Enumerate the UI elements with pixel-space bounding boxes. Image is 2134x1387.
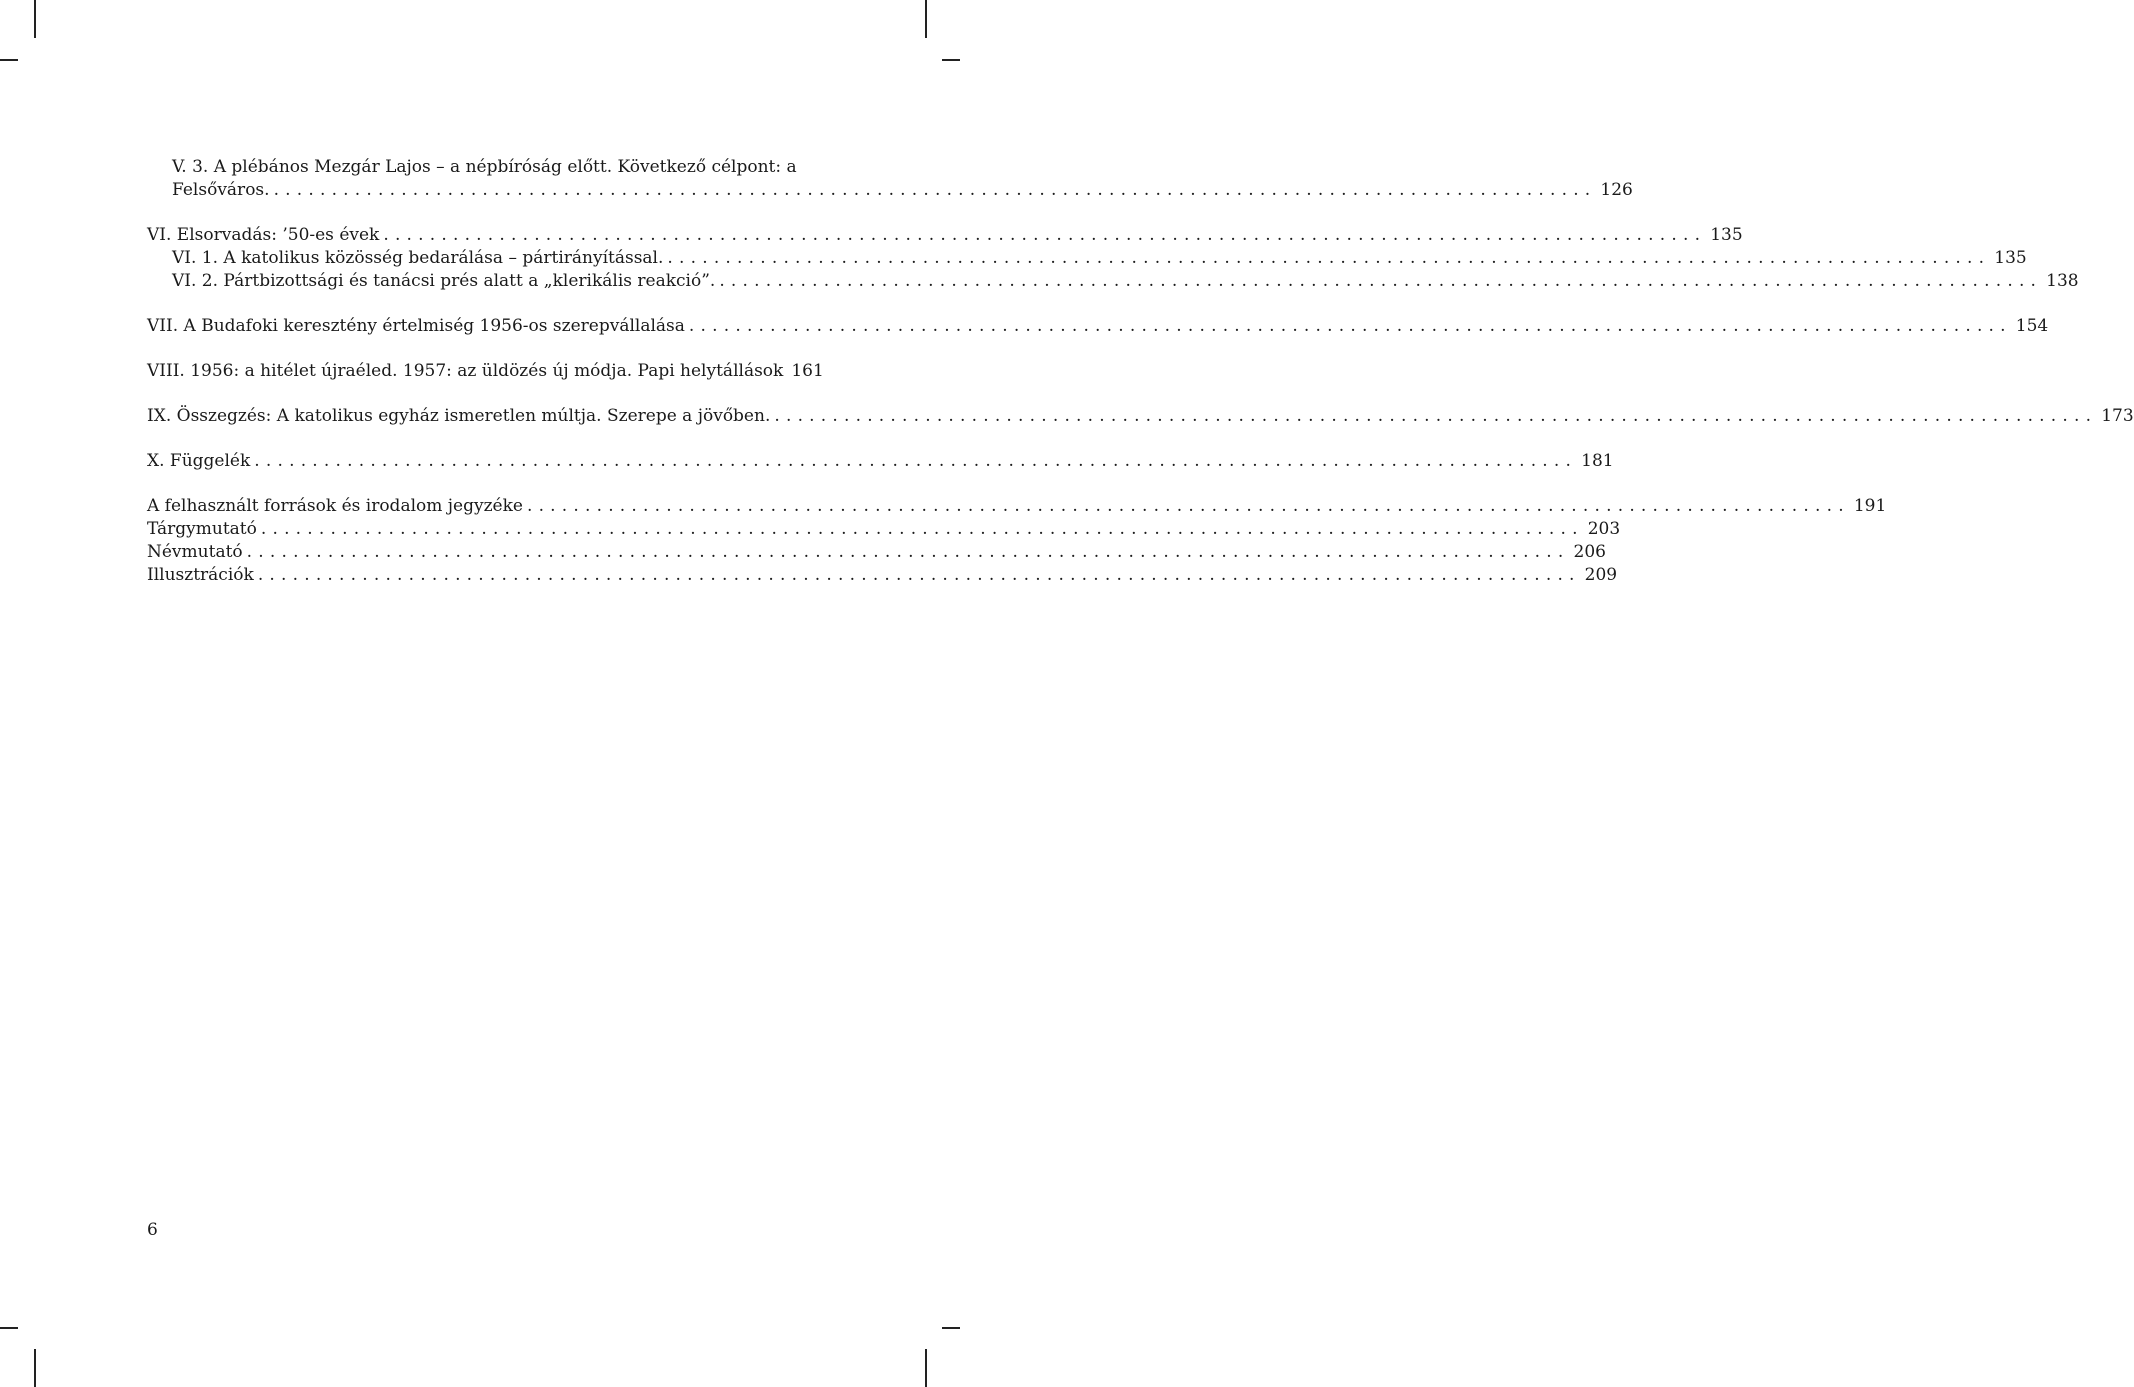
- leader-dots: ..................................................................................................................: [688, 316, 2012, 336]
- crop-mark-top-left: [34, 0, 36, 38]
- crop-mark-bottom-left: [34, 1349, 36, 1387]
- toc-entry-page: 206: [1573, 542, 1606, 562]
- toc-entry-label: VI. Elsorvadás: ’50-es évek: [147, 225, 380, 245]
- crop-mark-bottom-right-horizontal: [942, 1327, 960, 1329]
- toc-entry-label: Illusztrációk: [147, 565, 254, 585]
- leader-dots: ..................................................................................................................: [257, 565, 1581, 585]
- leader-dots: ..................................................................................................................: [254, 451, 1578, 471]
- toc-entry-page: 154: [2015, 316, 2049, 336]
- toc-entry-page: 161: [791, 361, 824, 381]
- crop-mark-bottom-right: [925, 1349, 927, 1387]
- toc-entry-viii[interactable]: [147, 360, 824, 383]
- toc-entry-label: A felhasznált források és irodalom jegyzéke: [147, 496, 523, 516]
- toc-entry-page: 135: [1710, 225, 1743, 245]
- toc-entry-ix[interactable]: [147, 405, 2134, 428]
- toc-entry-vi1[interactable]: [147, 247, 2027, 270]
- toc-entry-label: Névmutató: [147, 542, 243, 562]
- toc-entry-subject-index[interactable]: [147, 518, 1621, 541]
- toc-entry-page: 181: [1581, 451, 1614, 471]
- leader-dots: ..................................................................................................................: [719, 271, 2043, 291]
- toc-entry-label: Tárgymutató: [147, 519, 257, 539]
- toc-entry-vi2[interactable]: [147, 270, 2079, 293]
- leader-dots: ..................................................................................................................: [774, 406, 2098, 426]
- toc-entry-label: VII. A Budafoki keresztény értelmiség 1956-os szerepvállalása: [147, 316, 685, 336]
- toc-entry-page: 138: [2046, 271, 2079, 291]
- leader-dots: ..................................................................................................................: [246, 542, 1570, 562]
- crop-mark-top-right-horizontal: [942, 59, 960, 61]
- toc-entry-sources[interactable]: [147, 495, 1887, 518]
- toc-entry-label: VI. 1. A katolikus közösség bedarálása – pártirányítással.: [172, 248, 664, 268]
- leader-dots: ..................................................................................................................: [526, 496, 1850, 516]
- toc-entry-illustrations[interactable]: [147, 564, 1618, 587]
- toc-entry-page: 126: [1600, 180, 1633, 200]
- toc-entry-label: VIII. 1956: a hitélet újraéled. 1957: az üldözés új módja. Papi helytállások: [147, 361, 784, 381]
- toc-entry-vi[interactable]: [147, 224, 1743, 247]
- crop-mark-bottom-left-horizontal: [0, 1327, 18, 1329]
- table-of-contents: [147, 156, 2134, 587]
- leader-dots: ..................................................................................................................: [383, 225, 1707, 245]
- toc-entry-label: X. Függelék: [147, 451, 251, 471]
- leader-dots: ..................................................................................................................: [667, 248, 1991, 268]
- toc-entry-label: IX. Összegzés: A katolikus egyház ismeretlen múltja. Szerepe a jövőben.: [147, 406, 771, 426]
- toc-entry-page: 135: [1994, 248, 2027, 268]
- toc-entry-page: 203: [1587, 519, 1621, 539]
- crop-mark-top-right: [925, 0, 927, 38]
- leader-dots: ..................................................................................................................: [260, 519, 1584, 539]
- toc-entry-label: VI. 2. Pártbizottsági és tanácsi prés alatt a „klerikális reakció”.: [172, 271, 716, 291]
- page-number: 6: [147, 1220, 158, 1240]
- toc-entry-page: 209: [1584, 565, 1618, 585]
- toc-entry-v3-line2[interactable]: [147, 179, 1633, 202]
- toc-entry-page: 191: [1853, 496, 1887, 516]
- toc-entry-label: V. 3. A plébános Mezgár Lajos – a népbíróság előtt. Következő célpont: a: [172, 157, 797, 177]
- toc-entry-x[interactable]: [147, 450, 1614, 473]
- toc-entry-name-index[interactable]: [147, 541, 1606, 564]
- toc-entry-page: 173: [2101, 406, 2134, 426]
- leader-dots: ..................................................................................................................: [273, 180, 1597, 200]
- toc-entry-vii[interactable]: [147, 315, 2049, 338]
- toc-entry-v3-line1: [147, 156, 813, 179]
- toc-entry-label: Felsőváros.: [172, 180, 270, 200]
- crop-mark-top-left-horizontal: [0, 59, 18, 61]
